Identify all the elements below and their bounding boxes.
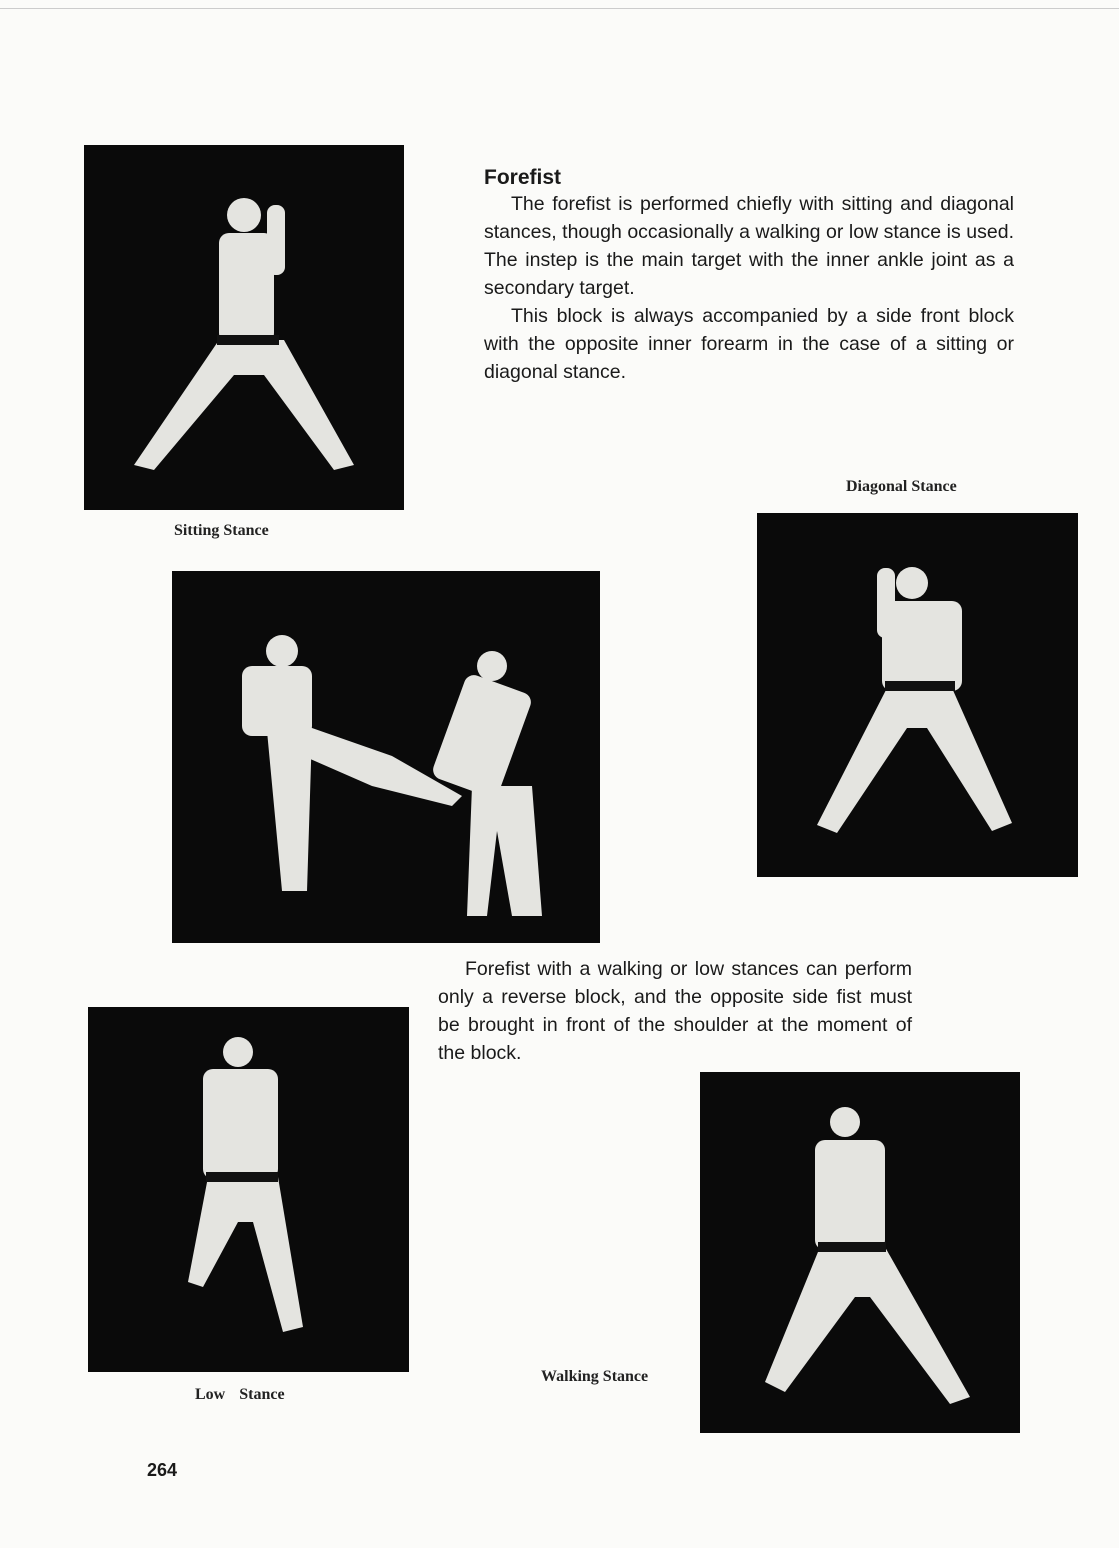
paragraph: This block is always accompanied by a side front block with the opposite inner forearm in the case of a sitting or diagonal stance. (484, 305, 1014, 383)
photo-kick-demonstration (172, 571, 600, 943)
section-heading: Forefist (484, 166, 562, 189)
caption-low-stance: Low Stance (195, 1386, 285, 1403)
photo-walking-stance (700, 1072, 1020, 1433)
photo-low-stance (88, 1007, 409, 1372)
page-number: 264 (147, 1460, 178, 1480)
photo-sitting-stance (84, 145, 404, 510)
section-body (484, 190, 1014, 386)
caption-walking-stance: Walking Stance (541, 1368, 649, 1385)
section-body-lower (438, 955, 912, 1067)
paragraph: Forefist with a walking or low stances can perform only a reverse block, and the opposite side fist must be brought in front of the shoulder at the moment of the block. (438, 958, 912, 1064)
caption-diagonal-stance: Diagonal Stance (846, 478, 957, 495)
scan-edge-line (0, 8, 1119, 9)
caption-sitting-stance: Sitting Stance (174, 522, 269, 539)
paragraph: The forefist is performed chiefly with sitting and diagonal stances, though occasionally a walking or low stance is used. The instep is the main target with the inner ankle joint as a secondary target. (484, 193, 1014, 299)
photo-diagonal-stance (757, 513, 1078, 877)
